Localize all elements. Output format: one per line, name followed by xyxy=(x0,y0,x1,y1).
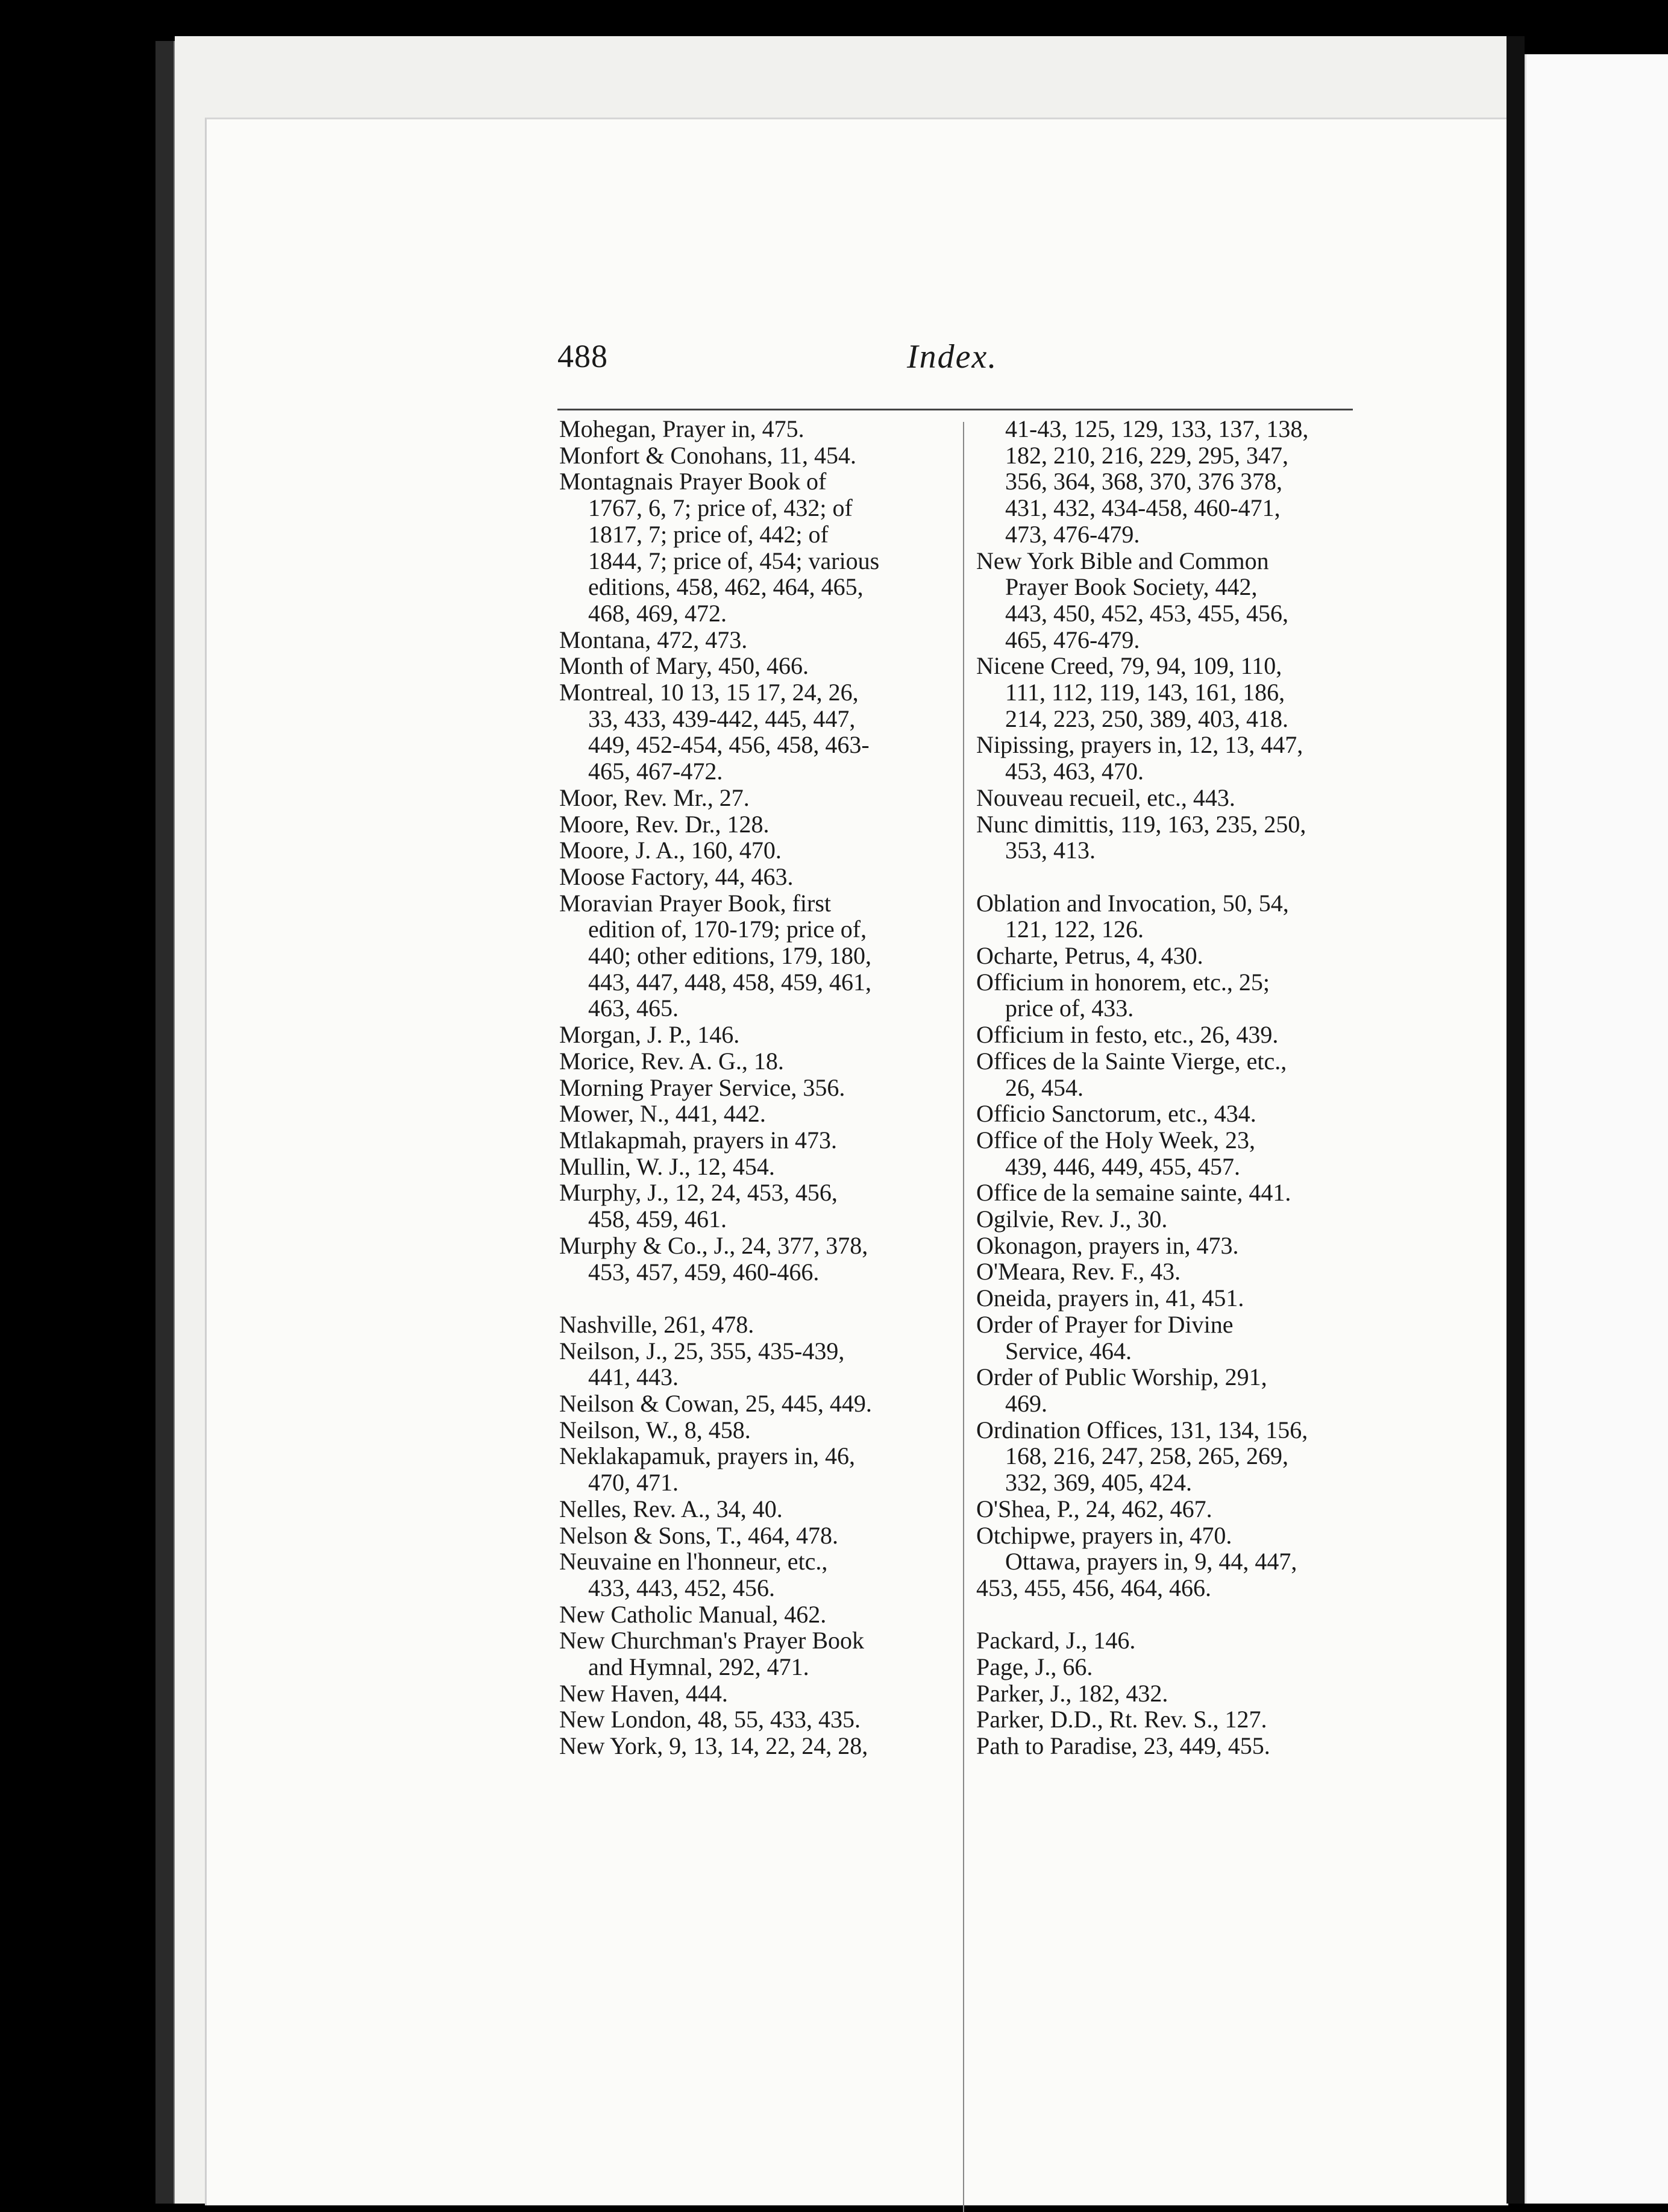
index-entry-continuation: Service, 464. xyxy=(1005,1337,1132,1365)
index-entry: Nunc dimittis, 119, 163, 235, 250, xyxy=(976,810,1306,838)
index-entry-continuation: editions, 458, 462, 464, 465, xyxy=(588,573,864,601)
index-entry: Offices de la Sainte Vierge, etc., xyxy=(976,1047,1287,1075)
index-entry: Packard, J., 146. xyxy=(976,1627,1136,1654)
index-entry-continuation: 33, 433, 439-442, 445, 447, xyxy=(588,705,856,732)
index-entry-continuation: 443, 450, 452, 453, 455, 456, xyxy=(1005,599,1288,627)
index-entry-continuation: price of, 433. xyxy=(1005,994,1134,1022)
scan-binding-edge xyxy=(155,41,176,2204)
index-entry: Monfort & Conohans, 11, 454. xyxy=(559,441,856,469)
index-entry: Montagnais Prayer Book of xyxy=(559,468,827,495)
index-entry-continuation: 168, 216, 247, 258, 265, 269, xyxy=(1005,1442,1288,1470)
index-entry: Neilson, J., 25, 355, 435-439, xyxy=(559,1337,845,1365)
index-entry: Moore, Rev. Dr., 128. xyxy=(559,810,770,838)
index-section-gap xyxy=(976,864,1398,890)
index-entry: Officio Sanctorum, etc., 434. xyxy=(976,1100,1256,1128)
index-entry: Moore, J. A., 160, 470. xyxy=(559,837,782,864)
index-entry-continuation: 453, 463, 470. xyxy=(1005,758,1144,785)
index-entry-continuation: edition of, 170-179; price of, xyxy=(588,916,867,943)
index-entry-continuation: 1767, 6, 7; price of, 432; of xyxy=(588,494,853,522)
index-entry-continuation: 41-43, 125, 129, 133, 137, 138, xyxy=(1005,415,1309,442)
index-entry: New Catholic Manual, 462. xyxy=(559,1600,827,1628)
index-entry-continuation: 440; other editions, 179, 180, xyxy=(588,942,871,970)
index-entry-continuation: 26, 454. xyxy=(1005,1073,1083,1101)
index-entry-continuation: 214, 223, 250, 389, 403, 418. xyxy=(1005,705,1288,732)
index-entry: Oblation and Invocation, 50, 54, xyxy=(976,889,1289,917)
index-entry: Office of the Holy Week, 23, xyxy=(976,1126,1255,1154)
index-entry: Officium in festo, etc., 26, 439. xyxy=(976,1021,1279,1049)
index-entry: Oneida, prayers in, 41, 451. xyxy=(976,1284,1244,1312)
index-entry: New Haven, 444. xyxy=(559,1679,728,1707)
index-entry: New York Bible and Common xyxy=(976,547,1269,574)
index-entry: Moravian Prayer Book, first xyxy=(559,889,832,917)
index-entry: Ordination Offices, 131, 134, 156, xyxy=(976,1416,1308,1444)
index-entry-continuation: 468, 469, 472. xyxy=(588,599,727,627)
index-entry-continuation: 469. xyxy=(1005,1390,1047,1417)
index-entry: Page, J., 66. xyxy=(976,1653,1093,1681)
index-entry: Officium in honorem, etc., 25; xyxy=(976,968,1270,996)
index-column-right xyxy=(976,416,1398,1759)
index-entry: Nouveau recueil, etc., 443. xyxy=(976,784,1235,811)
index-entry-continuation: 111, 112, 119, 143, 161, 186, xyxy=(1005,679,1285,706)
header-rule xyxy=(557,409,1353,410)
index-entry: Parker, J., 182, 432. xyxy=(976,1679,1168,1707)
gutter-shadow xyxy=(1507,36,1525,2204)
index-entry: Neklakapamuk, prayers in, 46, xyxy=(559,1442,855,1470)
index-entry: Month of Mary, 450, 466. xyxy=(559,652,809,680)
page-header xyxy=(557,338,1359,386)
column-divider xyxy=(963,422,964,2212)
index-entry-continuation: 470, 471. xyxy=(588,1469,679,1497)
index-entry: Order of Prayer for Divine xyxy=(976,1310,1234,1338)
index-entry: Otchipwe, prayers in, 470. xyxy=(976,1521,1232,1549)
index-entry-continuation: 431, 432, 434-458, 460-471, xyxy=(1005,494,1281,522)
index-entry: O'Meara, Rev. F., 43. xyxy=(976,1258,1181,1286)
index-entry: Moor, Rev. Mr., 27. xyxy=(559,784,750,811)
index-entry: Nicene Creed, 79, 94, 109, 110, xyxy=(976,652,1282,680)
facing-page-edge xyxy=(1525,54,1668,2204)
index-entry: Neilson & Cowan, 25, 445, 449. xyxy=(559,1390,872,1417)
index-column-left xyxy=(559,416,981,1759)
index-entry-continuation: 463, 465. xyxy=(588,994,679,1022)
index-entry-continuation: 353, 413. xyxy=(1005,837,1096,864)
index-entry-continuation: 332, 369, 405, 424. xyxy=(1005,1469,1192,1497)
index-entry-continuation: 458, 459, 461. xyxy=(588,1205,727,1233)
index-entry: Ocharte, Petrus, 4, 430. xyxy=(976,942,1203,970)
index-entry-continuation: Ottawa, prayers in, 9, 44, 447, xyxy=(1005,1548,1297,1576)
index-entry-continuation: 182, 210, 216, 229, 295, 347, xyxy=(1005,441,1288,469)
index-entry-continuation: 449, 452-454, 456, 458, 463- xyxy=(588,731,870,759)
index-entry: Ogilvie, Rev. J., 30. xyxy=(976,1205,1168,1233)
index-entry-continuation: 356, 364, 368, 370, 376 378, xyxy=(1005,468,1282,495)
index-entry-continuation: 453, 457, 459, 460-466. xyxy=(588,1258,820,1286)
index-entry: Murphy, J., 12, 24, 453, 456, xyxy=(559,1179,838,1207)
index-entry: Nelson & Sons, T., 464, 478. xyxy=(559,1521,838,1549)
index-entry-continuation: 1817, 7; price of, 442; of xyxy=(588,520,829,548)
index-entry: Neuvaine en l'honneur, etc., xyxy=(559,1548,828,1576)
index-entry: Neilson, W., 8, 458. xyxy=(559,1416,751,1444)
index-entry-continuation: 465, 476-479. xyxy=(1005,626,1140,653)
index-entry: Moose Factory, 44, 463. xyxy=(559,862,794,890)
index-entry: Office de la semaine sainte, 441. xyxy=(976,1179,1291,1207)
index-entry: Okonagon, prayers in, 473. xyxy=(976,1231,1239,1259)
index-entry: Mullin, W. J., 12, 454. xyxy=(559,1152,775,1180)
index-entry-continuation: 473, 476-479. xyxy=(1005,520,1140,548)
index-entry-continuation: 121, 122, 126. xyxy=(1005,916,1144,943)
index-entry: Nashville, 261, 478. xyxy=(559,1310,754,1338)
index-section-gap xyxy=(559,1285,981,1312)
index-entry: Morning Prayer Service, 356. xyxy=(559,1073,845,1101)
index-entry: O'Shea, P., 24, 462, 467. xyxy=(976,1495,1212,1522)
index-entry-continuation: and Hymnal, 292, 471. xyxy=(588,1653,809,1681)
index-entry: Mtlakapmah, prayers in 473. xyxy=(559,1126,837,1154)
index-entry: Morice, Rev. A. G., 18. xyxy=(559,1047,784,1075)
index-section-gap xyxy=(976,1601,1398,1628)
index-entry-continuation: Prayer Book Society, 442, xyxy=(1005,573,1258,601)
index-entry: Parker, D.D., Rt. Rev. S., 127. xyxy=(976,1706,1267,1733)
index-entry: Nipissing, prayers in, 12, 13, 447, xyxy=(976,731,1303,759)
index-entry-continuation: 1844, 7; price of, 454; various xyxy=(588,547,880,574)
index-entry: New York, 9, 13, 14, 22, 24, 28, xyxy=(559,1732,868,1760)
index-entry: Murphy & Co., J., 24, 377, 378, xyxy=(559,1231,868,1259)
index-entry: Path to Paradise, 23, 449, 455. xyxy=(976,1732,1270,1760)
index-entry: Montreal, 10 13, 15 17, 24, 26, xyxy=(559,679,859,706)
index-entry: New Churchman's Prayer Book xyxy=(559,1627,864,1654)
index-entry-continuation: 439, 446, 449, 455, 457. xyxy=(1005,1152,1240,1180)
index-entry: Nelles, Rev. A., 34, 40. xyxy=(559,1495,783,1522)
index-entry: Mohegan, Prayer in, 475. xyxy=(559,415,804,442)
index-entry-continuation: 441, 443. xyxy=(588,1363,679,1391)
running-head: Index. xyxy=(907,338,998,375)
index-entry-continuation: 465, 467-472. xyxy=(588,758,723,785)
index-entry: Order of Public Worship, 291, xyxy=(976,1363,1267,1391)
index-entry: Morgan, J. P., 146. xyxy=(559,1021,740,1049)
index-entry: 453, 455, 456, 464, 466. xyxy=(976,1574,1211,1601)
index-entry-continuation: 433, 443, 452, 456. xyxy=(588,1574,775,1601)
page-number: 488 xyxy=(557,338,608,374)
index-entry: Mower, N., 441, 442. xyxy=(559,1100,766,1128)
index-entry-continuation: 443, 447, 448, 458, 459, 461, xyxy=(588,968,871,996)
index-entry: Montana, 472, 473. xyxy=(559,626,748,653)
index-entry: New London, 48, 55, 433, 435. xyxy=(559,1706,861,1733)
